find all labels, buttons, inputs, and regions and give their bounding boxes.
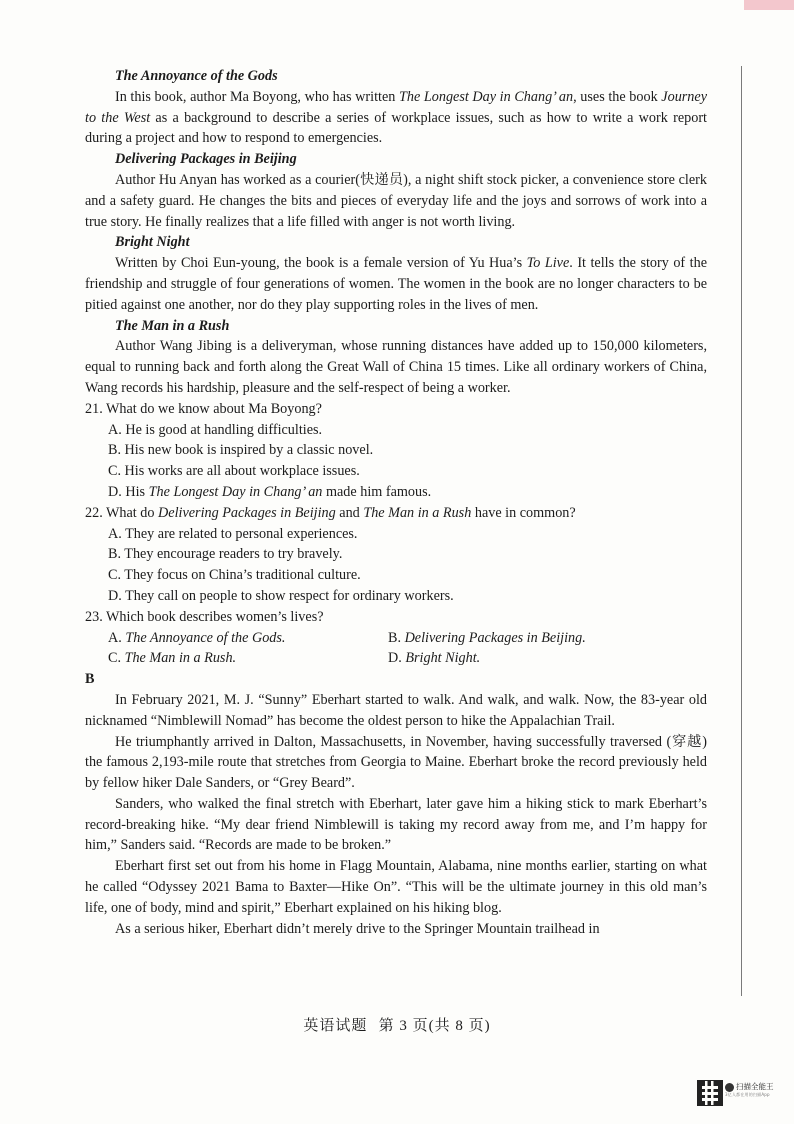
question-stem: [85, 607, 707, 628]
passage-b-paragraph: He triumphantly arrived in Dalton, Massachusetts, in November, having successfully traversed (穿越) the famous 2,193-mile route that stretches from Georgia to Maine. Eberhart broke the record previously held by fellow hiker Dale Sanders, or “Grey Beard”.: [85, 733, 707, 792]
italic-title: Journey to the West: [85, 88, 707, 126]
answer-option: [85, 440, 707, 461]
text-run: made him famous.: [322, 483, 432, 500]
footer-subject: 英语试题: [303, 1018, 368, 1034]
text-run: C.: [108, 650, 125, 667]
option-row: [85, 648, 707, 669]
book-description: [85, 170, 707, 232]
text-run: D. His: [108, 483, 149, 500]
margin-rule: [741, 66, 742, 996]
book-title: The Man in a Rush: [115, 317, 230, 334]
question-list: [85, 399, 707, 669]
italic-title: The Man in a Rush: [363, 504, 472, 521]
text-run: B. His new book is inspired by a classic novel.: [108, 442, 374, 459]
book-title: Bright Night: [115, 234, 190, 251]
text-run: , uses the book: [573, 88, 662, 105]
passage-b-paragraph: Eberhart first set out from his home in Flagg Mountain, Alabama, nine months earlier, starting on what he called “Odyssey 2021 Bama to Baxter—Hike On”. “This will be the ultimate journey in this old man’s life, one of body, mind and spirit,” Eberhart explained on his hiking blog.: [85, 858, 707, 916]
page-footer: [0, 1014, 794, 1035]
question-stem: [85, 399, 707, 420]
italic-title: Delivering Packages in Beijing: [158, 504, 336, 521]
text-run: 21. What do we know about Ma Boyong?: [85, 400, 322, 417]
italic-title: The Longest Day in Chang’ an: [398, 88, 574, 105]
italic-title: The Annoyance of the Gods.: [125, 629, 286, 646]
passage-b-paragraph: In February 2021, M. J. “Sunny” Eberhart started to walk. And walk, and walk. Now, the 83-year old nicknamed “Nimblewill Nomad” has become the oldest person to hike the Appalachian Trail.: [85, 691, 707, 729]
answer-option: [388, 648, 668, 669]
question-stem: [85, 503, 707, 524]
exam-page: [85, 66, 707, 939]
book-description: [85, 253, 707, 315]
text-run: B. They encourage readers to try bravely.: [108, 546, 343, 563]
text-run: C. His works are all about workplace issues.: [108, 463, 360, 480]
answer-option: [85, 461, 707, 482]
text-run: B.: [388, 629, 405, 646]
italic-title: The Longest Day in Chang’ an: [148, 483, 323, 500]
answer-option: [108, 628, 388, 649]
passage-b-paragraph: As a serious hiker, Eberhart didn’t merely drive to the Springer Mountain trailhead in: [115, 920, 600, 937]
text-run: have in common?: [471, 504, 576, 521]
answer-option: [108, 648, 388, 669]
scanner-watermark: [725, 1082, 787, 1104]
text-run: . It tells the story of the friendship and struggle of four generations of women. The women in the book are no longer characters to be pitied against one another, nor do they play supporting roles in the lives of men.: [85, 255, 707, 313]
text-run: C. They focus on China’s traditional culture.: [108, 567, 361, 584]
text-run: as a background to describe a series of workplace issues, such as how to write a work report during a project and how to respond to emergencies.: [85, 109, 707, 147]
text-run: Written by Choi Eun-young, the book is a female version of Yu Hua’s: [115, 255, 527, 272]
passage-a: [85, 66, 707, 399]
scanner-logo-icon: [725, 1083, 734, 1092]
answer-option: [85, 482, 707, 503]
text-run: A. He is good at handling difficulties.: [108, 421, 323, 438]
text-run: A. They are related to personal experiences.: [108, 525, 358, 542]
text-run: and: [335, 504, 364, 521]
answer-option: [85, 565, 707, 586]
footer-page-number: 第 3 页(共 8 页): [378, 1018, 491, 1034]
answer-option: [85, 586, 707, 607]
answer-option: [85, 524, 707, 545]
text-run: A.: [108, 629, 126, 646]
italic-title: To Live: [526, 255, 570, 272]
book-description: [85, 87, 707, 149]
text-run: D. They call on people to show respect for ordinary workers.: [108, 587, 454, 604]
section-b-heading: B: [85, 671, 95, 688]
italic-title: The Man in a Rush.: [124, 650, 237, 667]
book-title: The Annoyance of the Gods: [115, 68, 278, 84]
text-run: In this book, author Ma Boyong, who has written: [115, 88, 399, 105]
book-title: Delivering Packages in Beijing: [115, 151, 297, 168]
scanner-brand: 扫描全能王: [736, 1082, 774, 1091]
passage-b-paragraph: Sanders, who walked the final stretch with Eberhart, later gave him a hiking stick to mark Eberhart’s record-breaking hike. “My dear friend Nimblewill is taking my record away from me, and I’m happy for him,” Sanders said. “Records are made to be broken.”: [85, 795, 707, 854]
answer-option: [388, 628, 668, 649]
text-run: Author Hu Anyan has worked as a courier(快递员), a night shift stock picker, a convenience store clerk and a safety guard. He changes the bits and pieces of everyday life and the joys and sorrows of work into a true story. He finally realizes that a life filled with anger is not worth living.: [85, 171, 707, 230]
option-row: [85, 628, 707, 649]
book-description: [85, 336, 707, 398]
answer-option: [85, 420, 707, 441]
italic-title: Bright Night.: [405, 650, 481, 667]
top-corner-mark: [744, 0, 794, 10]
passage-b: [85, 690, 707, 940]
text-run: 23. Which book describes women’s lives?: [85, 608, 324, 625]
text-run: Author Wang Jibing is a deliveryman, whose running distances have added up to 150,000 kilometers, equal to running back and forth along the Great Wall of China 15 times. Like all ordinary workers of China, Wang records his hardship, pleasure and the self-respect of being a worker.: [85, 338, 707, 396]
scanner-tagline: 3亿人都在用的扫描App: [725, 1092, 770, 1097]
italic-title: Delivering Packages in Beijing.: [404, 629, 586, 646]
qr-code-icon: [697, 1080, 723, 1106]
answer-option: [85, 544, 707, 565]
text-run: D.: [388, 650, 406, 667]
text-run: 22. What do: [85, 504, 159, 521]
